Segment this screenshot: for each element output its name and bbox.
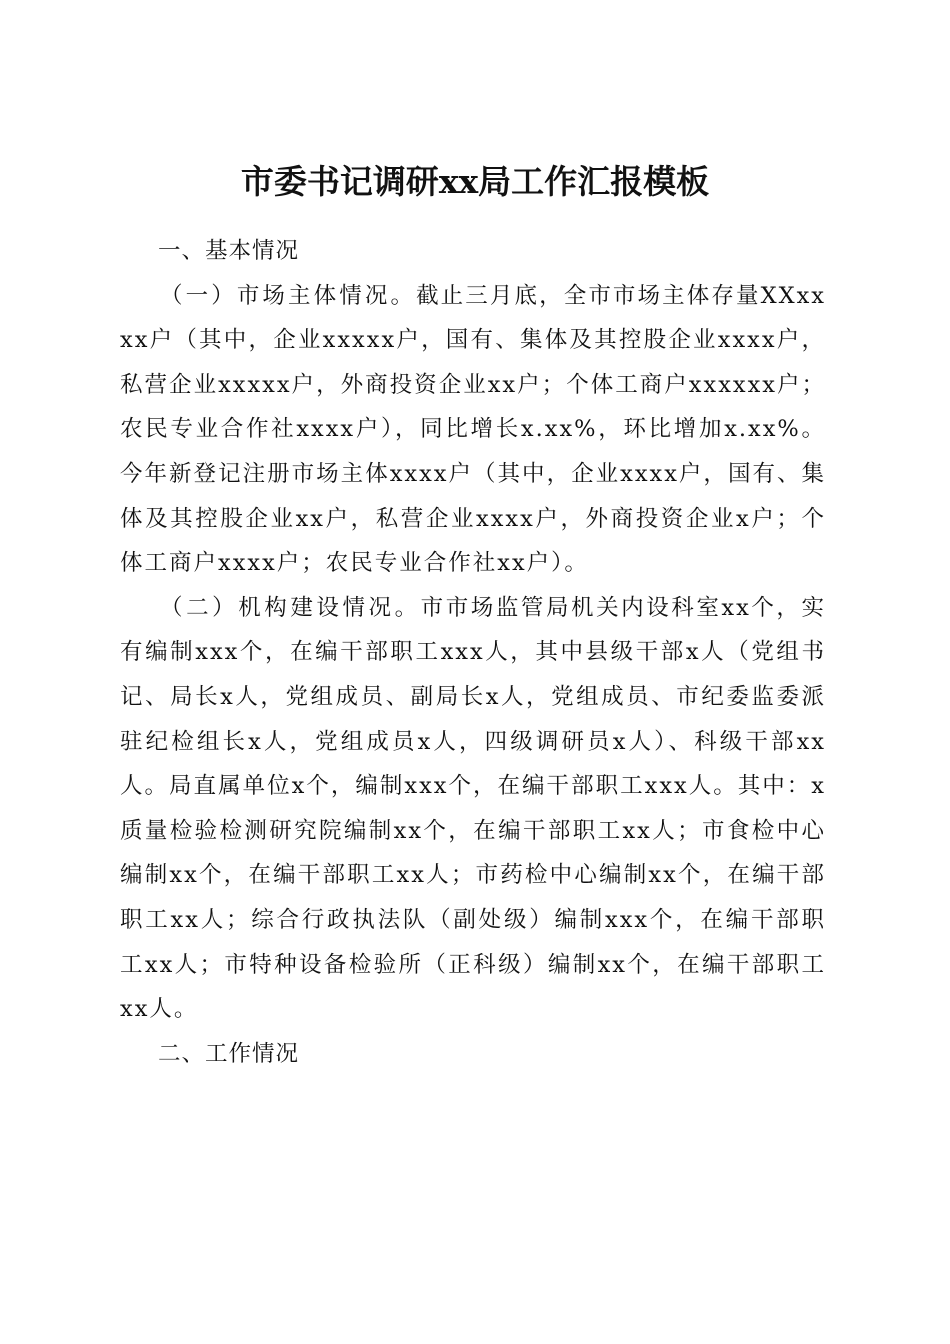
paragraph-text-market-entities: 截止三月底，全市市场主体存量XXxxxx户（其中，企业xxxxx户，国有、集体及其控股企业xxxx户，私营企业xxxxx户，外商投资企业xx户；个体工商户xxxxxx户；农民专业合作社xxxx户），同比增长x.xx%，环比增加x.xx%。今年新登记注册市场主体xxxx户（其中，企业xxxx户，国有、集体及其控股企业xx户，私营企业xxxx户，外商投资企业x户；个体工商户xxxx户；农民专业合作社xx户）。 — [120, 282, 826, 577]
paragraph-lead-organization: （二）机构建设情况。 — [160, 594, 421, 621]
paragraph-market-entities — [120, 274, 826, 586]
section-heading-basic-info: 一、基本情况 — [158, 238, 300, 264]
document-title: 市委书记调研xx局工作汇报模板 — [240, 162, 710, 202]
paragraph-text-organization: 市市场监管局机关内设科室xx个，实有编制xxx个，在编干部职工xxx人，其中县级干部x人（党组书记、局长x人，党组成员、副局长x人，党组成员、市纪委监委派驻纪检组长x人，党组成员x人，四级调研员x人）、科级干部xx人。局直属单位x个，编制xxx个，在编干部职工xxx人。其中：x质量检验检测研究院编制xx个，在编干部职工xx人；市食检中心编制xx个，在编干部职工xx人；市药检中心编制xx个，在编干部职工xx人；综合行政执法队（副处级）编制xxx个，在编干部职工xx人；市特种设备检验所（正科级）编制xx个，在编干部职工xx人。 — [120, 594, 826, 1023]
section-heading-work-status: 二、工作情况 — [158, 1040, 300, 1067]
document-body — [120, 229, 826, 1076]
paragraph-lead-market-entities: （一）市场主体情况。 — [160, 282, 417, 309]
paragraph-organization — [120, 586, 826, 1032]
